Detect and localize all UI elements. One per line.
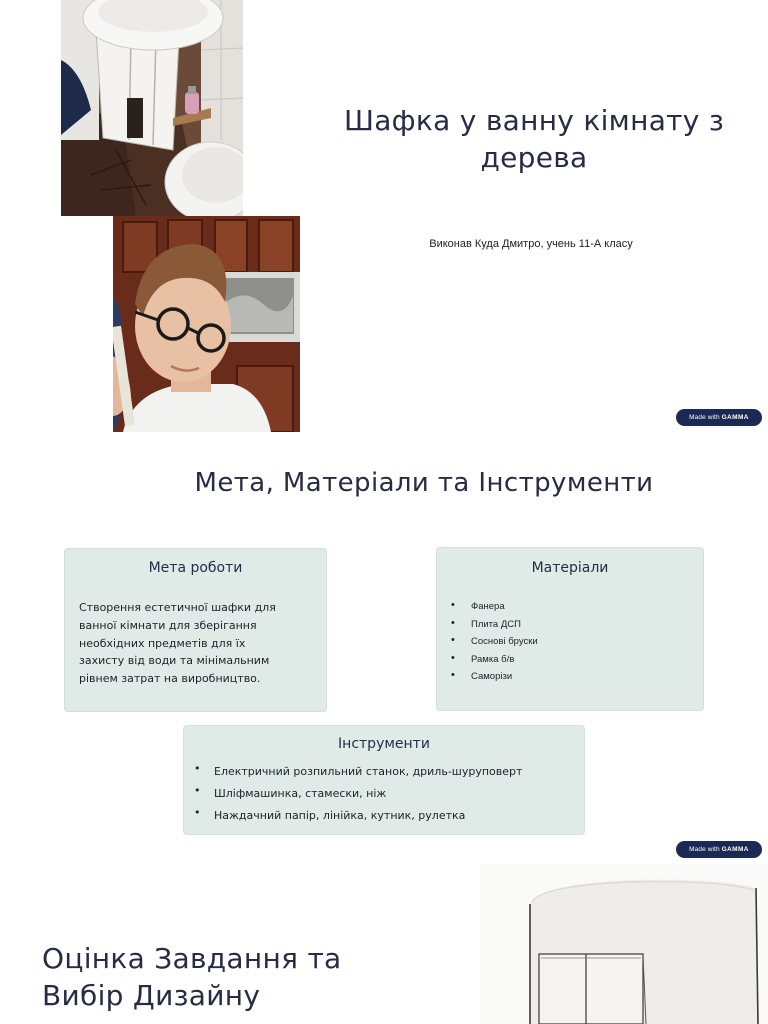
sink-cabinet-photo: [61, 0, 243, 216]
list-item: • Електричний розпильний станок, дриль-шуруповерт: [194, 764, 522, 786]
tools-list: [194, 764, 522, 830]
list-item: • Фанера: [451, 599, 538, 617]
goal-card-title: Мета роботи: [148, 560, 243, 576]
slide-task-design: [0, 864, 768, 1024]
tools-card: [183, 725, 585, 835]
made-with-gamma-badge[interactable]: [676, 841, 762, 858]
badge-prefix: Made with: [689, 414, 720, 421]
slide-title: [0, 0, 768, 432]
badge-brand: GAMMA: [721, 414, 749, 421]
author-line: Виконав Куда Дмитро, учень 11-А класу: [429, 238, 633, 250]
list-item: • Наждачний папір, лінійка, кутник, рулетка: [194, 808, 522, 830]
tools-card-title: Інструменти: [338, 736, 430, 752]
list-item: • Плита ДСП: [451, 617, 538, 635]
badge-prefix: Made with: [689, 846, 720, 853]
slide-heading: Оцінка Завдання та Вибір Дизайну: [42, 942, 342, 1012]
author-portrait-photo: [113, 216, 300, 432]
badge-brand: GAMMA: [721, 846, 749, 853]
goal-card-text: Створення естетичної шафки для ванної кімнати для зберігання необхідних предметів для їх захисту від води та мінімальним рівнем затрат на виробництво.: [79, 601, 276, 686]
materials-card-title: Матеріали: [531, 560, 609, 576]
list-item: • Соснові бруски: [451, 634, 538, 652]
made-with-gamma-badge[interactable]: [676, 409, 762, 426]
list-item: • Рамка б/в: [451, 652, 538, 670]
materials-list: [451, 599, 538, 687]
list-item: • Саморізи: [451, 669, 538, 687]
presentation-title: Шафка у ванну кімнату з дерева: [343, 104, 725, 174]
cabinet-sketch-illustration: [480, 864, 768, 1024]
slide-heading: Мета, Матеріали та Інструменти: [194, 468, 654, 498]
list-item: • Шліфмашинка, стамески, ніж: [194, 786, 522, 808]
materials-card: [436, 547, 704, 711]
goal-card: [64, 548, 327, 712]
slide-goal-materials-tools: [0, 432, 768, 864]
